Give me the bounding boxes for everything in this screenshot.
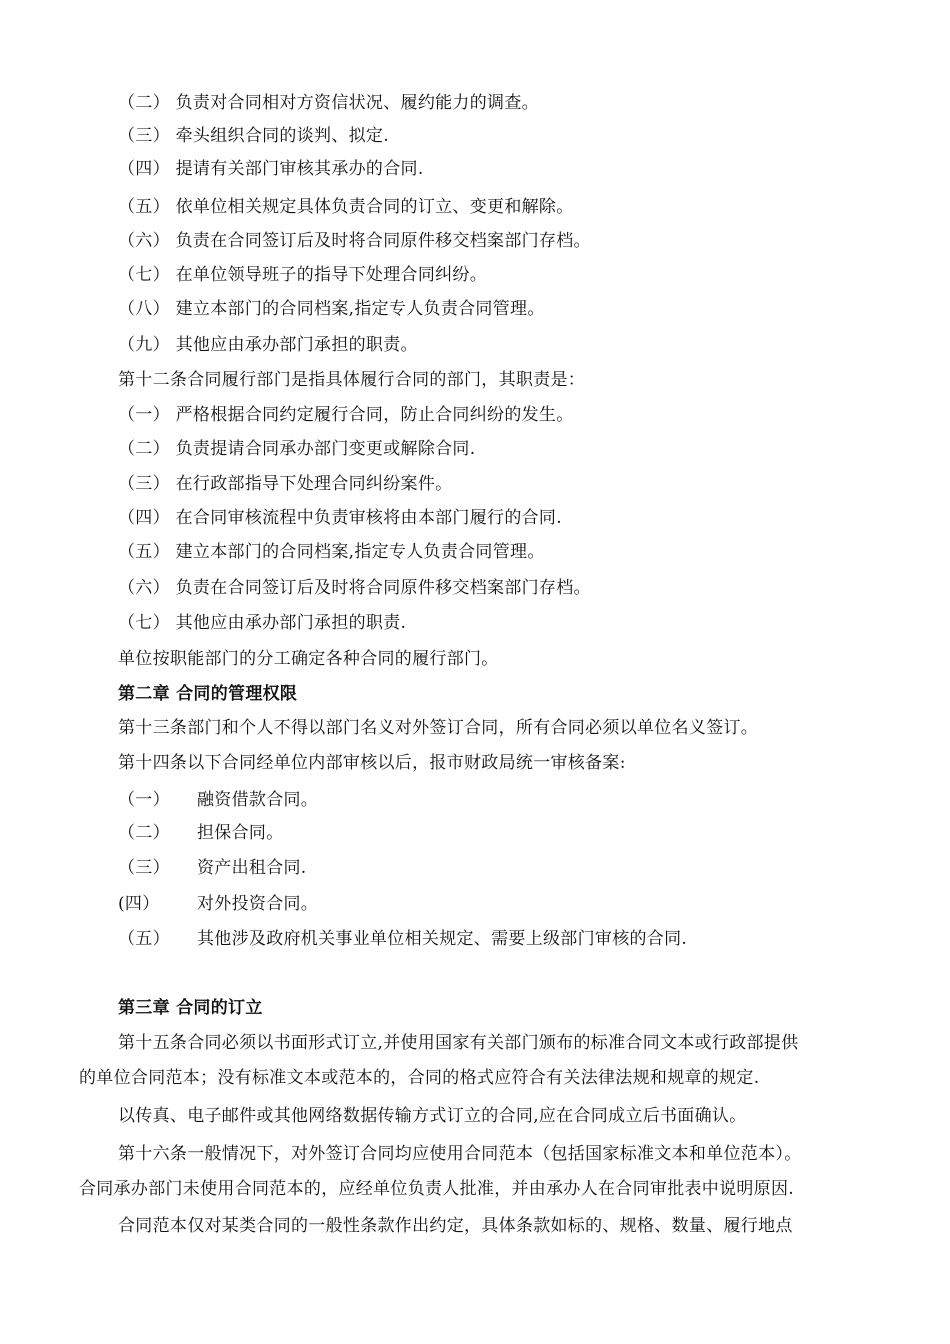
article-16-line-2: 合同承办部门未使用合同范本的，应经单位负责人批准，并由承办人在合同审批表中说明原因. xyxy=(79,1179,795,1199)
article-15-line-2: 的单位合同范本；没有标准文本或范本的，合同的格式应符合有关法律法规和规章的规定. xyxy=(79,1068,760,1088)
article-15-line-1: 第十五条合同必须以书面形式订立,并使用国家有关部门颁布的标准合同文本或行政部提供 xyxy=(118,1033,799,1053)
article-16-line-1: 第十六条一般情况下，对外签订合同均应使用合同范本（包括国家标准文本和单位范本）。 xyxy=(118,1144,802,1164)
article-14-intro: 第十四条以下合同经单位内部审核以后，报市财政局统一审核备案: xyxy=(118,753,626,773)
list-item: （三） 在行政部指导下处理合同纠纷案件。 xyxy=(118,474,453,494)
list-item: （六） 负责在合同签订后及时将合同原件移交档案部门存档。 xyxy=(118,578,591,598)
list-item: （四） 在合同审核流程中负责审核将由本部门履行的合同. xyxy=(118,508,562,528)
list-item: （六） 负责在合同签订后及时将合同原件移交档案部门存档。 xyxy=(118,231,591,251)
list-item: （九） 其他应由承办部门承担的职责。 xyxy=(118,335,418,355)
chapter-2-heading: 第二章 合同的管理权限 xyxy=(118,684,298,704)
chapter-3-heading: 第三章 合同的订立 xyxy=(118,998,263,1018)
list-item: （一） 融资借款合同。 xyxy=(118,790,319,810)
list-item: （一） 严格根据合同约定履行合同，防止合同纠纷的发生。 xyxy=(118,405,574,425)
list-item: （三） 牵头组织合同的谈判、拟定. xyxy=(118,126,389,146)
list-item: （三） 资产出租合同. xyxy=(118,858,307,878)
list-item: （二） 负责提请合同承办部门变更或解除合同. xyxy=(118,439,476,459)
article-15-paragraph-2: 以传真、电子邮件或其他网络数据传输方式订立的合同,应在合同成立后书面确认。 xyxy=(118,1106,747,1126)
article-13: 第十三条部门和个人不得以部门名义对外签订合同，所有合同必须以单位名义签订。 xyxy=(118,718,759,738)
list-item: （五） 其他涉及政府机关事业单位相关规定、需要上级部门审核的合同. xyxy=(118,929,688,949)
list-item: （七） 在单位领导班子的指导下处理合同纠纷。 xyxy=(118,265,488,285)
list-item: （七） 其他应由承办部门承担的职责. xyxy=(118,613,407,633)
list-item: （四） 提请有关部门审核其承办的合同. xyxy=(118,159,424,179)
list-item: (四） 对外投资合同。 xyxy=(118,894,319,914)
article-12-intro: 第十二条合同履行部门是指具体履行合同的部门，其职责是： xyxy=(118,370,586,390)
list-item: （五） 建立本部门的合同档案,指定专人负责合同管理。 xyxy=(118,542,545,562)
list-item: （五） 依单位相关规定具体负责合同的订立、变更和解除。 xyxy=(118,197,574,217)
list-item: （八） 建立本部门的合同档案,指定专人负责合同管理。 xyxy=(118,299,545,319)
article-16-paragraph-2: 合同范本仅对某类合同的一般性条款作出约定，具体条款如标的、规格、数量、履行地点 xyxy=(118,1216,793,1236)
article-12-closing: 单位按职能部门的分工确定各种合同的履行部门。 xyxy=(118,649,499,669)
list-item: （二） 负责对合同相对方资信状况、履约能力的调查。 xyxy=(118,93,539,113)
list-item: （二） 担保合同。 xyxy=(118,823,284,843)
